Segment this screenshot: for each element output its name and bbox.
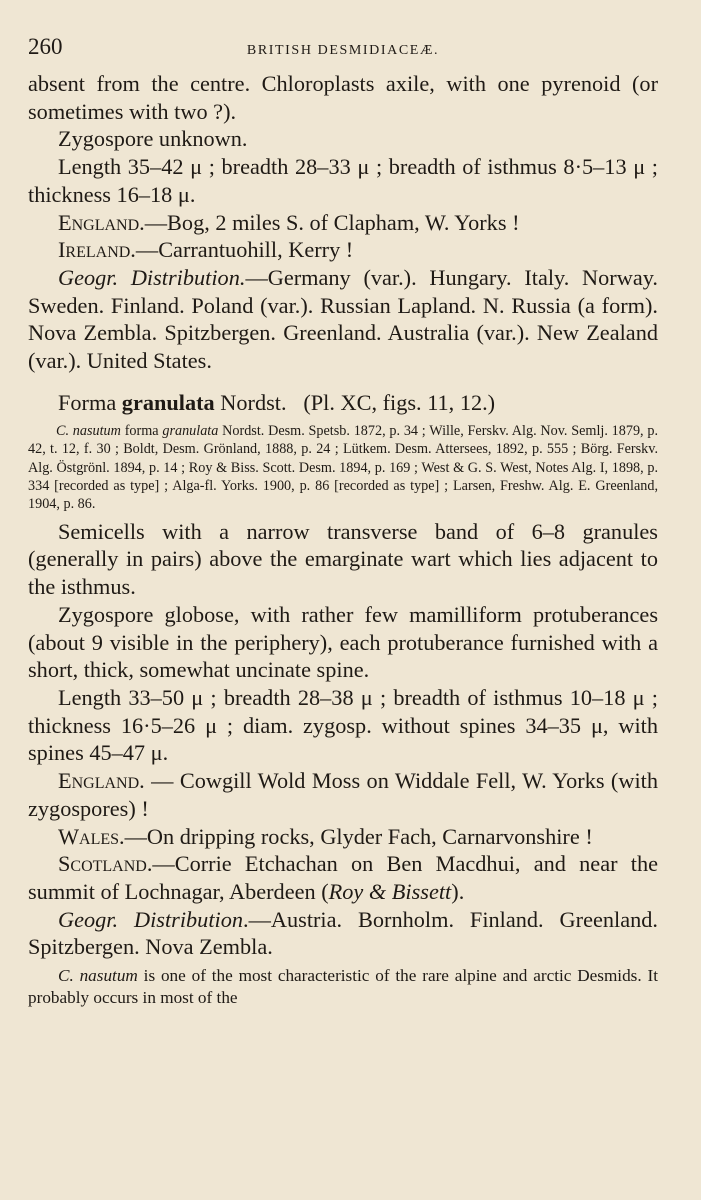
locality-label: England. — [58, 209, 145, 235]
note-genus: C. nasutum — [58, 966, 138, 986]
locality-text: —Bog, 2 miles S. of Clapham, W. Yorks ! — [144, 209, 520, 235]
locality-wales — [28, 823, 658, 851]
page-header — [28, 34, 658, 70]
locality-england — [28, 209, 658, 237]
closing-note — [28, 965, 658, 1009]
locality-label: England. — [58, 768, 145, 794]
paragraph-dimensions-forma: Length 33–50 μ ; breadth 28–38 μ ; breadth of isthmus 10–18 μ ; thickness 16·5–26 μ ; diam. zygosp. without spines 34–35 μ, with spines 45–47 μ. — [28, 684, 658, 766]
running-head: BRITISH DESMIDIACEÆ. — [246, 43, 440, 58]
note-text: is one of the most characteristic of the rare alpine and arctic Desmids. It probably occurs in most of the — [28, 966, 658, 1008]
distribution-text: —Germany (var.). Hungary. Italy. Norway. Sweden. Finland. Poland (var.). Russian Lapland. N. Russia (a form). Nova Zembla. Spitzbergen. Greenland. Australia (var.). New Zealand (var.). United States. — [28, 264, 659, 374]
ref-genus: C. nasutum — [56, 422, 121, 439]
paragraph-dimensions: Length 35–42 μ ; breadth 28–33 μ ; breadth of isthmus 8·5–13 μ ; thickness 16–18 μ. — [28, 154, 658, 207]
forma-description — [28, 518, 658, 961]
locality-ireland — [28, 236, 658, 264]
locality-text: — Cowgill Wold Moss on Widdale Fell, W. Yorks (with zygospores) ! — [28, 768, 658, 821]
references-text — [28, 422, 658, 514]
distribution-label: Geogr. Distribution — [58, 906, 244, 932]
locality-england-forma — [28, 767, 658, 822]
locality-text: —Corrie Etchachan on Ben Macdhui, and near the summit of Lochnagar, Aberdeen ( — [28, 851, 658, 904]
book-page — [28, 34, 658, 1009]
geographic-distribution — [28, 264, 658, 375]
locality-text: —On dripping rocks, Glyder Fach, Carnarvonshire ! — [124, 823, 593, 849]
paragraph-zygospore-forma: Zygospore globose, with rather few mamilliform protuberances (about 9 visible in the periphery), each protuberance furnished with a short, thick, somewhat uncinate spine. — [28, 601, 658, 683]
locality-scotland — [28, 850, 658, 905]
forma-plate: (Pl. XC, figs. 11, 12.) — [303, 389, 496, 415]
geographic-distribution-forma — [28, 906, 658, 961]
forma-prefix: Forma — [58, 389, 117, 415]
references-block — [28, 422, 658, 514]
page-number: 260 — [28, 34, 63, 59]
forma-heading — [58, 389, 658, 416]
locality-text: —Carrantuohill, Kerry ! — [135, 237, 354, 263]
species-description — [28, 70, 658, 375]
paragraph-zygospore: Zygospore unknown. — [58, 126, 248, 152]
paragraph-semicells: Semicells with a narrow transverse band of 6–8 granules (generally in pairs) above the emarginate wart which lies adjacent to the isthmus. — [28, 518, 658, 600]
distribution-label: Geogr. Distribution. — [58, 264, 246, 290]
forma-author: Nordst. — [220, 389, 287, 415]
ref-citations: Nordst. Desm. Spetsb. 1872, p. 34 ; Wille, Ferskv. Alg. Nov. Semlj. 1879, p. 42, t. 12, f. 30 ; Boldt, Desm. Grönland, 1888, p. 24 ; Lütkem. Desm. Attersees, 1892, p. 555 ; Börg. Ferskv. Alg. Östgrönl. 1894, p. 14 ; Roy & Biss. Scott. Desm. 1894, p. 169 ; West & G. S. West, Notes Alg. I, 1898, p. 334 [recorded as type] ; Alga-fl. Yorks. 1900, p. 86 [recorded as type] ; Larsen, Freshw. Alg. E. Greenland, 1904, p. 86. — [28, 422, 659, 513]
locality-text-end: ). — [451, 878, 465, 904]
locality-collectors: Roy & Bissett — [328, 878, 452, 904]
ref-forma-word: forma — [124, 422, 159, 439]
locality-label: Ireland. — [58, 237, 136, 263]
locality-label: Wales. — [58, 823, 125, 849]
paragraph-chloroplasts: absent from the centre. Chloroplasts axile, with one pyrenoid (or sometimes with two ?). — [28, 71, 658, 124]
locality-label: Scotland. — [58, 851, 153, 877]
distribution-text: .—Austria. Bornholm. Finland. Greenland. Spitzbergen. Nova Zembla. — [28, 906, 658, 960]
forma-name: granulata — [121, 389, 215, 415]
ref-forma-name: granulata — [162, 422, 219, 439]
